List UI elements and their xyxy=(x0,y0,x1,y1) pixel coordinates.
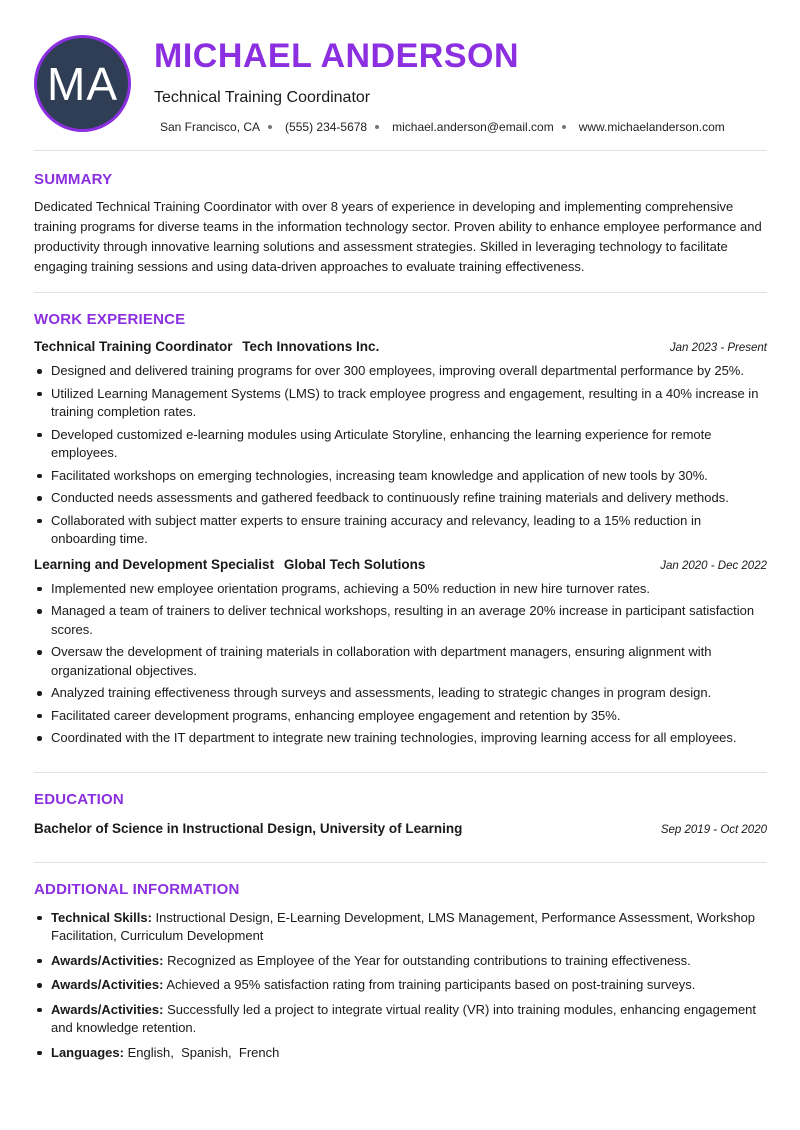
resume-page xyxy=(34,0,767,1068)
job-entry xyxy=(34,557,767,748)
summary-text: Dedicated Technical Training Coordinator with over 8 years of experience in developing and implementing comprehensive training programs for diverse teams in the information technology sector. Proven ability to enhance employee performance and productivity through innovative learning solutions and assessment strategies. Skilled in leveraging technology to facilitate engaging training sessions and using data-driven approaches to evaluate training effectiveness. xyxy=(34,199,762,274)
contact-website: www.michaelanderson.com xyxy=(578,120,725,134)
education-dates: Sep 2019 - Oct 2020 xyxy=(660,823,767,836)
item-label: Languages: xyxy=(51,1044,124,1060)
item-text: English, Spanish, French xyxy=(127,1044,280,1060)
additional-list xyxy=(34,909,767,1063)
job-dates: Jan 2023 - Present xyxy=(669,342,767,354)
additional-section xyxy=(34,863,767,1063)
list-item: Oversaw the development of training materials in collaboration with department managers, ensuring alignment with organizational objectives. xyxy=(34,643,767,680)
section-title-additional: ADDITIONAL INFORMATION xyxy=(34,880,240,898)
list-item: Collaborated with subject matter experts to ensure training accuracy and relevancy, leading to a 15% reduction in onboarding time. xyxy=(34,512,767,549)
education-degree: Bachelor of Science in Instructional Design, University of Learning xyxy=(34,820,463,836)
list-item: Designed and delivered training programs for over 300 employees, improving overall departmental performance by 25%. xyxy=(34,362,767,381)
job-bullets xyxy=(34,362,767,549)
section-title-education: EDUCATION xyxy=(34,790,124,808)
education-entry xyxy=(34,821,767,836)
list-item xyxy=(34,909,767,946)
section-title-experience: WORK EXPERIENCE xyxy=(34,311,186,328)
item-text: Successfully led a project to integrate virtual reality (VR) into training modules, enhancing engagement and knowledge retention. xyxy=(51,1001,757,1035)
section-title-summary: SUMMARY xyxy=(34,171,113,188)
avatar-initials: MA xyxy=(47,57,118,110)
experience-section xyxy=(34,293,767,772)
candidate-title: Technical Training Coordinator xyxy=(154,89,371,106)
summary-section xyxy=(34,151,767,292)
job-role: Technical Training Coordinator xyxy=(34,339,233,354)
job-entry xyxy=(34,339,767,549)
list-item xyxy=(34,976,767,995)
contact-info xyxy=(160,120,725,134)
list-item: Coordinated with the IT department to integrate new training technologies, improving learning access for all employees. xyxy=(34,729,767,748)
contact-phone: (555) 234-5678 xyxy=(285,120,368,134)
job-company: Global Tech Solutions xyxy=(283,556,426,572)
job-header xyxy=(34,339,767,354)
item-label: Technical Skills: xyxy=(51,909,152,925)
job-bullets xyxy=(34,580,767,748)
item-text: Recognized as Employee of the Year for outstanding contributions to training effectiveness. xyxy=(167,952,691,968)
list-item: Facilitated workshops on emerging technologies, increasing team knowledge and application of new tools by 30%. xyxy=(34,467,767,486)
item-text: Instructional Design, E-Learning Development, LMS Management, Performance Assessment, Workshop Facilitation, Curriculum Development xyxy=(51,909,756,943)
list-item: Managed a team of trainers to deliver technical workshops, resulting in an average 20% increase in participant satisfaction scores. xyxy=(34,602,767,639)
list-item xyxy=(34,1044,767,1063)
item-label: Awards/Activities: xyxy=(51,1001,164,1017)
contact-email: michael.anderson@email.com xyxy=(392,120,554,134)
item-label: Awards/Activities: xyxy=(51,977,164,992)
education-section xyxy=(34,773,767,862)
job-header xyxy=(34,557,767,572)
item-text: Achieved a 95% satisfaction rating from training participants based on post-training surveys. xyxy=(166,977,696,992)
list-item: Developed customized e-learning modules using Articulate Storyline, enhancing the learning experience for remote employees. xyxy=(34,426,767,463)
separator-dot xyxy=(375,125,379,129)
avatar xyxy=(34,35,131,132)
list-item xyxy=(34,952,767,971)
job-dates: Jan 2020 - Dec 2022 xyxy=(660,559,767,572)
list-item: Utilized Learning Management Systems (LMS) to track employee progress and engagement, resulting in a 40% increase in training completion rates. xyxy=(34,385,767,422)
separator-dot xyxy=(562,125,566,129)
candidate-name: MICHAEL ANDERSON xyxy=(154,37,520,75)
resume-header xyxy=(34,0,767,150)
job-company: Tech Innovations Inc. xyxy=(242,339,380,354)
item-label: Awards/Activities: xyxy=(51,952,164,968)
list-item: Facilitated career development programs, enhancing employee engagement and retention by 35%. xyxy=(34,707,767,726)
job-role: Learning and Development Specialist xyxy=(34,556,275,572)
list-item: Conducted needs assessments and gathered feedback to continuously refine training materials and delivery methods. xyxy=(34,489,767,508)
list-item: Implemented new employee orientation programs, achieving a 50% reduction in new hire turnover rates. xyxy=(34,580,767,599)
contact-location: San Francisco, CA xyxy=(160,120,261,134)
list-item: Analyzed training effectiveness through surveys and assessments, leading to strategic changes in program design. xyxy=(34,684,767,703)
list-item xyxy=(34,1001,767,1038)
separator-dot xyxy=(268,125,272,129)
